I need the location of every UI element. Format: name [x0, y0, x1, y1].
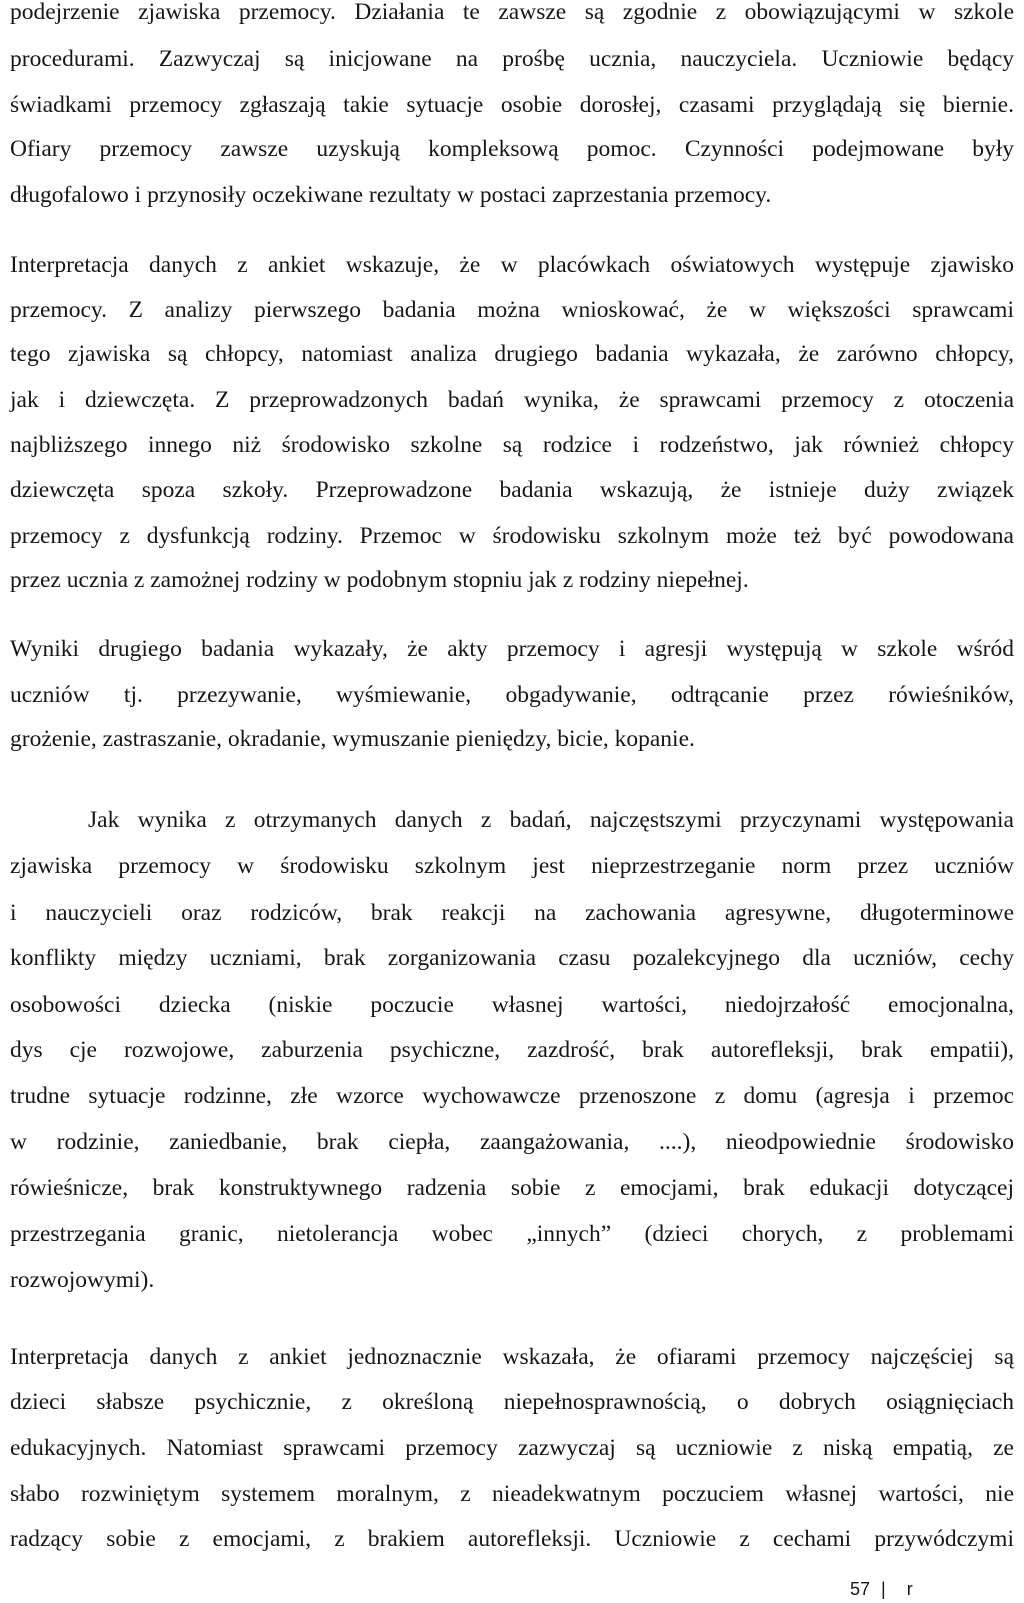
page-footer: [850, 1578, 913, 1600]
text-line: świadkami przemocy zgłaszają takie sytuacje osobie dorosłej, czasami przyglądają się biernie.: [10, 92, 1014, 118]
page-number: 57: [850, 1579, 871, 1599]
text-line: jak i dziewczęta. Z przeprowadzonych badań wynika, że sprawcami przemocy z otoczenia: [10, 387, 1014, 413]
text-line: osobowości dziecka (niskie poczucie własnej wartości, niedojrzałość emocjonalna,: [10, 992, 1014, 1018]
text-line: przemocy z dysfunkcją rodziny. Przemoc w środowisku szkolnym może też być powodowana: [10, 523, 1014, 549]
text-line: trudne sytuacje rodzinne, złe wzorce wychowawcze przenoszone z domu (agresja i przemoc: [10, 1083, 1014, 1109]
text-line: radzący sobie z emocjami, z brakiem autorefleksji. Uczniowie z cechami przywódczymi: [10, 1526, 1014, 1552]
text-line: przestrzegania granic, nietolerancja wobec „innych” (dzieci chorych, z problemami: [10, 1221, 1014, 1247]
text-line: Jak wynika z otrzymanych danych z badań, najczęstszymi przyczynami występowania: [88, 807, 1014, 833]
text-line: rówieśnicze, brak konstruktywnego radzenia sobie z emocjami, brak edukacji dotyczącej: [10, 1175, 1014, 1201]
text-line: zjawiska przemocy w środowisku szkolnym jest nieprzestrzeganie norm przez uczniów: [10, 853, 1014, 879]
text-line: przez ucznia z zamożnej rodziny w podobnym stopniu jak z rodziny niepełnej.: [10, 567, 749, 593]
page-number-separator: |: [881, 1579, 886, 1599]
text-line: podejrzenie zjawiska przemocy. Działania te zawsze są zgodnie z obowiązującymi w szkole: [10, 0, 1014, 25]
text-line: w rodzinie, zaniedbanie, brak ciepła, zaangażowania, ....), nieodpowiednie środowisko: [10, 1129, 1014, 1155]
page-footer-mark: r: [906, 1579, 913, 1599]
text-line: długofalowo i przynosiły oczekiwane rezultaty w postaci zaprzestania przemocy.: [10, 182, 772, 208]
text-line: rozwojowymi).: [10, 1267, 155, 1293]
text-line: dziewczęta spoza szkoły. Przeprowadzone badania wskazują, że istnieje duży związek: [10, 477, 1014, 503]
text-line: edukacyjnych. Natomiast sprawcami przemocy zazwyczaj są uczniowie z niską empatią, ze: [10, 1435, 1014, 1461]
text-line: konflikty między uczniami, brak zorganizowania czasu pozalekcyjnego dla uczniów, cechy: [10, 945, 1014, 971]
text-line: przemocy. Z analizy pierwszego badania można wnioskować, że w większości sprawcami: [10, 297, 1014, 323]
text-line: najbliższego innego niż środowisko szkolne są rodzice i rodzeństwo, jak również chłopcy: [10, 432, 1014, 458]
text-line: dzieci słabsze psychicznie, z określoną niepełnosprawnością, o dobrych osiągnięciach: [10, 1389, 1014, 1415]
text-line: słabo rozwiniętym systemem moralnym, z nieadekwatnym poczuciem własnej wartości, nie: [10, 1481, 1014, 1507]
text-line: Wyniki drugiego badania wykazały, że akty przemocy i agresji występują w szkole wśród: [10, 636, 1014, 662]
text-line: i nauczycieli oraz rodziców, brak reakcji na zachowania agresywne, długoterminowe: [10, 900, 1014, 926]
text-line: grożenie, zastraszanie, okradanie, wymuszanie pieniędzy, bicie, kopanie.: [10, 726, 695, 752]
text-line: tego zjawiska są chłopcy, natomiast analiza drugiego badania wykazała, że zarówno chłopcy,: [10, 341, 1014, 367]
text-line: Interpretacja danych z ankiet wskazuje, że w placówkach oświatowych występuje zjawisko: [10, 252, 1014, 278]
text-line: dys cje rozwojowe, zaburzenia psychiczne, zazdrość, brak autorefleksji, brak empatii),: [10, 1037, 1014, 1063]
text-line: Interpretacja danych z ankiet jednoznacznie wskazała, że ofiarami przemocy najczęściej są: [10, 1344, 1014, 1370]
text-line: Ofiary przemocy zawsze uzyskują kompleksową pomoc. Czynności podejmowane były: [10, 136, 1014, 162]
text-line: procedurami. Zazwyczaj są inicjowane na prośbę ucznia, nauczyciela. Uczniowie będący: [10, 46, 1014, 72]
text-line: uczniów tj. przezywanie, wyśmiewanie, obgadywanie, odtrącanie przez rówieśników,: [10, 682, 1014, 708]
